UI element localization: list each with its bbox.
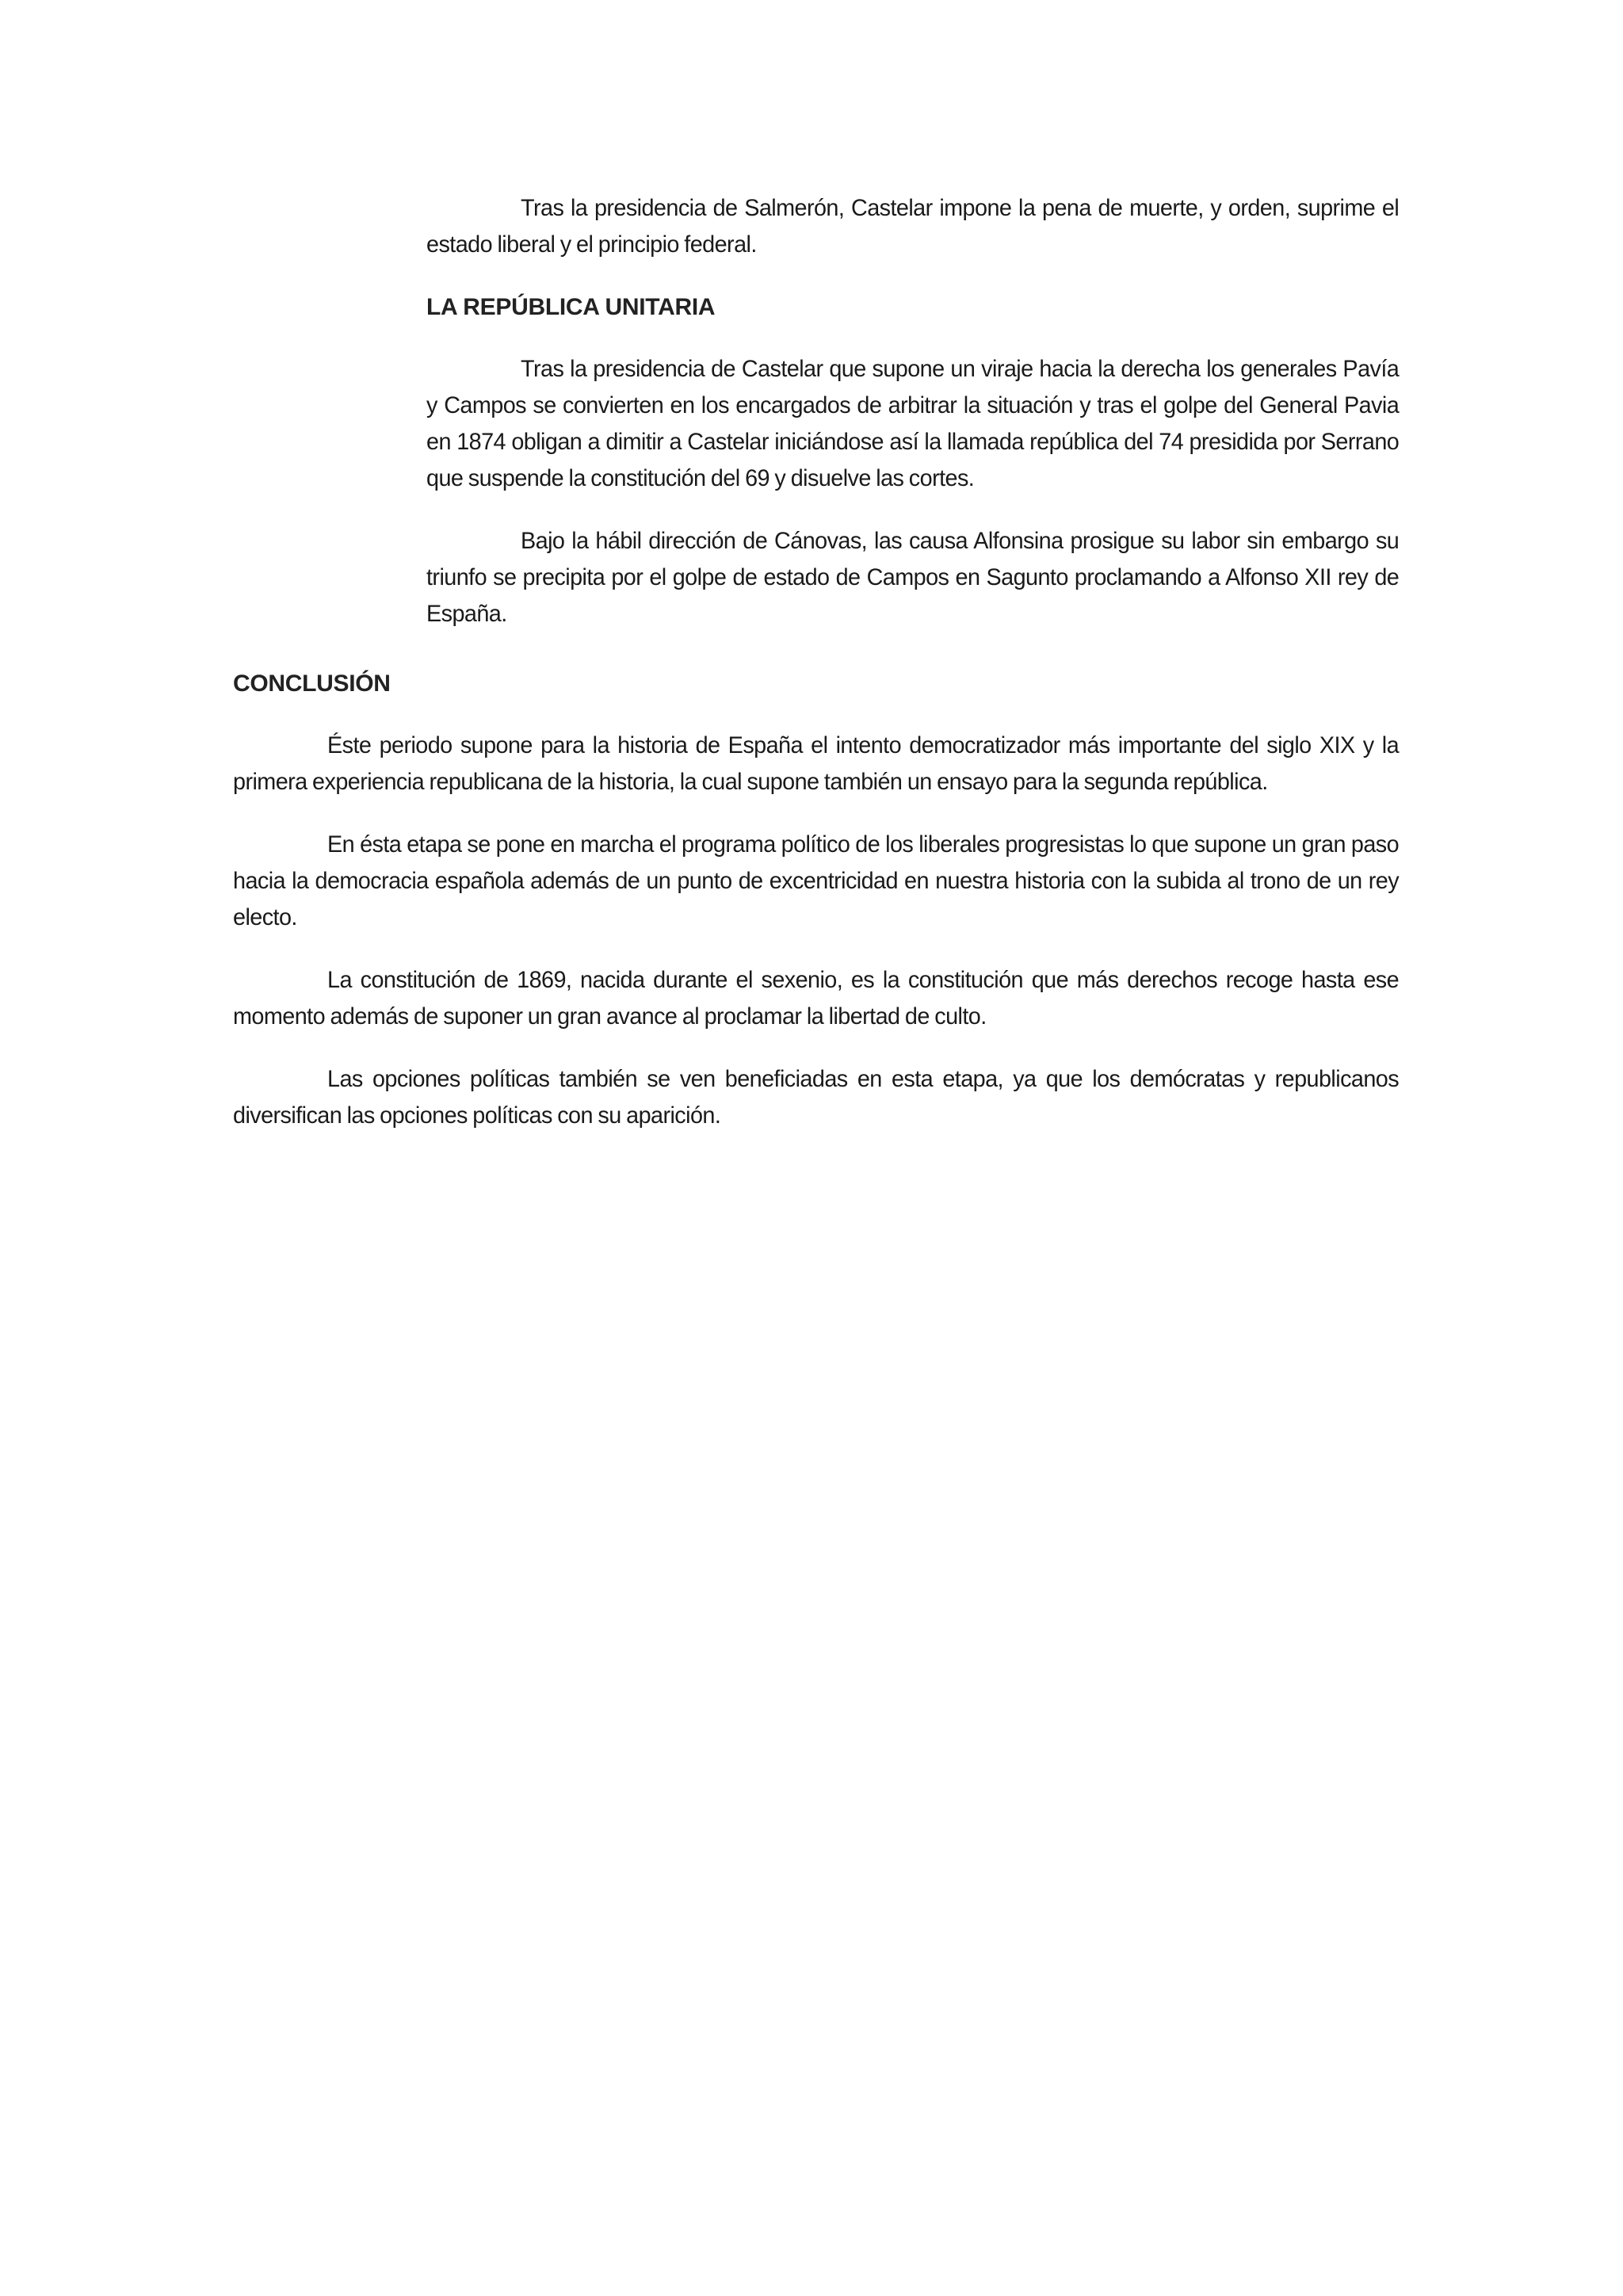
paragraph-conclusion-4: Las opciones políticas también se ven beneficiadas en esta etapa, ya que los demócratas y republicanos diversifican las opciones políticas con su aparición. bbox=[233, 1066, 1400, 1129]
republic-section bbox=[426, 190, 1400, 632]
paragraph-conclusion-2: En ésta etapa se pone en marcha el programa político de los liberales progresistas lo que supone un gran paso hacia la democracia española además de un punto de excentricidad en nuestra historia con la subida al trono de un rey electo. bbox=[233, 831, 1400, 930]
paragraph-castelar: Tras la presidencia de Castelar que supone un viraje hacia la derecha los generales Pavía y Campos se convierten en los encargados de arbitrar la situación y tras el golpe del General Pavia en 1874 obligan a dimitir a Castelar iniciándose así la llamada república del 74 presidida por Serrano que suspende la constitución del 69 y disuelve las cortes. bbox=[426, 356, 1400, 491]
paragraph-conclusion-3: La constitución de 1869, nacida durante el sexenio, es la constitución que más derechos recoge hasta ese momento además de suponer un gran avance al proclamar la libertad de culto. bbox=[233, 967, 1400, 1030]
paragraph-conclusion-1: Éste periodo supone para la historia de España el intento democratizador más importante del siglo XIX y la primera experiencia republicana de la historia, la cual supone también un ensayo para la segunda república. bbox=[233, 732, 1400, 795]
section-heading-republica-unitaria: LA REPÚBLICA UNITARIA bbox=[426, 294, 716, 320]
paragraph-salmeron: Tras la presidencia de Salmerón, Castelar impone la pena de muerte, y orden, suprime el estado liberal y el principio federal. bbox=[426, 195, 1400, 258]
section-heading-conclusion: CONCLUSIÓN bbox=[233, 670, 391, 697]
paragraph-canovas: Bajo la hábil dirección de Cánovas, las causa Alfonsina prosigue su labor sin embargo su triunfo se precipita por el golpe de estado de Campos en Sagunto proclamando a Alfonso XII rey de España. bbox=[426, 528, 1400, 627]
conclusion-section bbox=[233, 666, 1400, 1134]
